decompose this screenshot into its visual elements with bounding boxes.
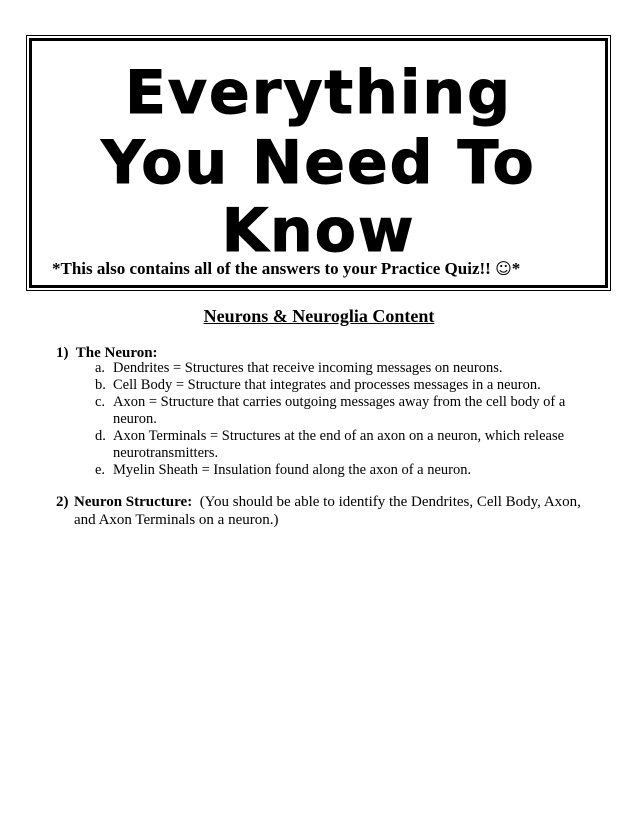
title-line-2: You Need To	[101, 128, 536, 198]
item-2-label: Neuron Structure:	[74, 494, 193, 510]
list-item-text: Axon = Structure that carries outgoing messages away from the cell body of a neuron.	[113, 394, 566, 427]
item-2-text: (You should be able to identify the Dendrites, Cell Body, Axon, and Axon Terminals on a neuron.)	[74, 494, 581, 528]
quiz-note	[52, 259, 520, 279]
list-item-letter: e.	[95, 462, 106, 478]
list-item-text: Axon Terminals = Structures at the end of an axon on a neuron, which release neurotransmitters.	[113, 428, 565, 461]
title-line-3: Know	[221, 196, 416, 266]
list-item-letter: a.	[95, 360, 106, 376]
quiz-note-suffix: *	[511, 259, 521, 278]
smiley-icon: ☺	[495, 259, 512, 278]
section-title: Neurons & Neuroglia Content	[203, 306, 435, 326]
list-item-letter: b.	[95, 377, 106, 393]
list-item-letter: c.	[95, 394, 106, 410]
list-item-text: Cell Body = Structure that integrates and processes messages in a neuron.	[113, 377, 541, 393]
item-1-number: 1)	[56, 345, 69, 361]
title-box	[29, 38, 608, 288]
item-2-number: 2)	[56, 494, 69, 510]
quiz-note-text: *This also contains all of the answers to your Practice Quiz!!	[52, 259, 496, 278]
title-line-1: Everything	[124, 58, 513, 128]
list-item-text: Myelin Sheath = Insulation found along the axon of a neuron.	[113, 462, 472, 478]
list-item-text: Dendrites = Structures that receive incoming messages on neurons.	[113, 360, 503, 376]
item-1-label: The Neuron:	[75, 345, 158, 361]
list-item-letter: d.	[95, 428, 106, 444]
item-2-paragraph	[56, 493, 601, 529]
